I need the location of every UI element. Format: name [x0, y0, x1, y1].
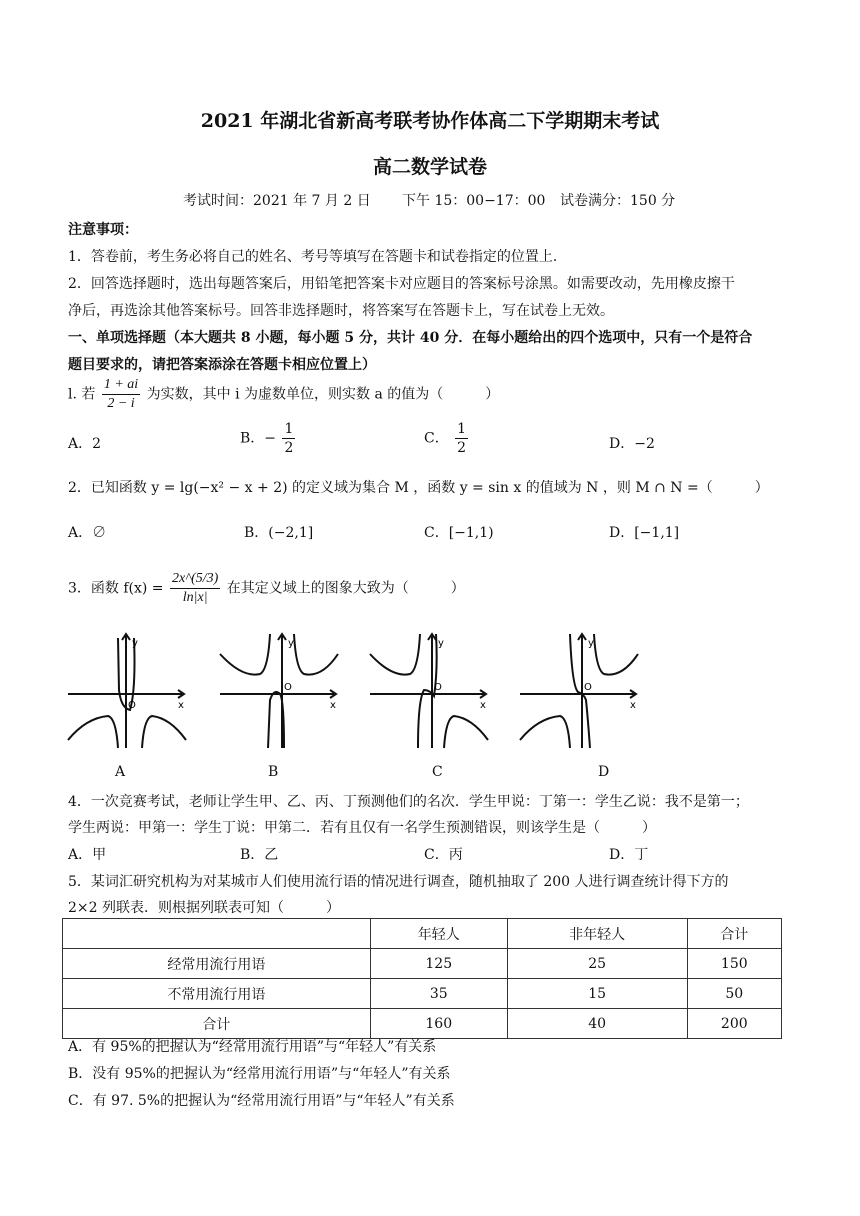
q3-b-origin: O: [284, 682, 292, 693]
q1-frac-den: 2 − i: [107, 396, 135, 411]
q3-d-origin: O: [584, 682, 592, 693]
q3-b-x-label: x: [330, 700, 336, 711]
q3-frac-den: ln|x|: [182, 590, 208, 605]
q1-b-label: B．−: [240, 430, 277, 447]
q4-option-c: C．丙: [424, 847, 463, 863]
q5-line1: 5．某词汇研究机构为对某城市人们使用流行语的情况进行调查，随机抽取了 200 人进行调查统计得下方的: [68, 874, 729, 890]
q4-line1: 4．一次竞赛考试，老师让学生甲、乙、丙、丁预测他们的名次．学生甲说：丁第一：学生乙说：我不是第一；: [68, 794, 749, 810]
table-cell: 25: [507, 949, 687, 979]
q1-suffix: 为实数，其中 i 为虚数单位，则实数 a 的值为（ ）: [146, 386, 500, 403]
table-header-cell: [63, 919, 371, 949]
q1-frac-num: 1 + ai: [102, 376, 140, 395]
q1-b-frac: [282, 420, 295, 457]
table-cell: 40: [507, 1009, 687, 1039]
q3-d-y-label: y: [588, 638, 594, 649]
q3-c-x-label: x: [480, 700, 486, 711]
q4-option-a: A．甲: [68, 847, 107, 863]
section1-line1: 一、单项选择题（本大题共 8 小题，每小题 5 分，共计 40 分．在每小题给出的四个选项中，只有一个是符合: [68, 330, 753, 346]
q2-option-b: B．(−2,1]: [244, 525, 314, 541]
table-header-cell: 非年轻人: [507, 919, 687, 949]
q4-option-b: B．乙: [240, 847, 279, 863]
exam-title: 2021 年湖北省新高考联考协作体高二下学期期末考试: [200, 110, 660, 132]
q1-option-c: [424, 420, 470, 457]
q3-label-a: A: [115, 764, 126, 780]
q3-fraction: [170, 570, 220, 607]
q1-option-a: A．2: [68, 436, 102, 452]
q1-b-den: 2: [284, 440, 294, 456]
table-cell: 160: [370, 1009, 507, 1039]
q4-line2: 学生两说：甲第一：学生丁说：甲第二．若有且仅有一名学生预测错误，则该学生是（ ）: [68, 820, 656, 836]
contingency-table: [62, 918, 782, 1039]
q5-option-b: B．没有 95%的把握认为“经常用流行用语”与“年轻人”有关系: [68, 1066, 451, 1082]
table-cell: 200: [687, 1009, 781, 1039]
q1-option-b: [240, 420, 297, 457]
q3-c-origin: O: [434, 682, 442, 693]
table-cell: 合计: [63, 1009, 371, 1039]
q1-option-d: D．−2: [609, 436, 655, 452]
q3-label-c: C: [432, 764, 443, 780]
notes-heading: 注意事项：: [68, 222, 138, 238]
note-2-line2: 净后，再选涂其他答案标号。回答非选择题时，将答案写在答题卡上，写在试卷上无效。: [68, 303, 614, 319]
q2-option-a: A．∅: [68, 525, 107, 541]
q2-option-d: D．[−1,1]: [609, 525, 680, 541]
table-cell: 15: [507, 979, 687, 1009]
q1-c-den: 2: [457, 440, 467, 456]
q3-label-b: B: [268, 764, 279, 780]
q3-label-d: D: [598, 764, 610, 780]
note-1: 1．答卷前，考生务必将自己的姓名、考号等填写在答题卡和试卷指定的位置上．: [68, 249, 567, 265]
note-2-line1: 2．回答选择题时，选出每题答案后，用铅笔把答案卡对应题目的答案标号涂黑。如需要改动，先用橡皮擦干: [68, 276, 735, 292]
exam-subtitle: 高二数学试卷: [372, 156, 487, 178]
q3-graph-b: [218, 630, 343, 750]
q3-b-y-label: y: [288, 638, 294, 649]
table-cell: 35: [370, 979, 507, 1009]
q5-option-a: A．有 95%的把握认为“经常用流行用语”与“年轻人”有关系: [68, 1039, 437, 1055]
q1-prefix: l. 若: [68, 386, 96, 403]
section1-line2: 题目要求的，请把答案添涂在答题卡相应位置上）: [68, 357, 376, 373]
q4-option-d: D．丁: [609, 847, 649, 863]
table-row: [63, 1009, 782, 1039]
q2-option-c: C．[−1,1): [424, 525, 494, 541]
q3-a-y-label: y: [132, 638, 138, 649]
exam-time: 考试时间：2021 年 7 月 2 日: [183, 193, 371, 209]
table-cell: 150: [687, 949, 781, 979]
q1-c-num: 1: [457, 421, 467, 437]
q3-c-y-label: y: [438, 638, 444, 649]
table-header-row: [63, 919, 782, 949]
question-2: 2．已知函数 y = lg(−x² − x + 2) 的定义域为集合 M ，函数 y = sin x 的值域为 N ，则 M ∩ N =（ ）: [68, 480, 769, 496]
q1-c-label: C．: [424, 430, 449, 447]
full-score: 试卷满分：150 分: [560, 193, 676, 209]
q1-c-frac: [455, 420, 468, 457]
q1-b-num: 1: [284, 421, 294, 437]
q3-d-x-label: x: [630, 700, 636, 711]
table-cell: 不常用流行用语: [63, 979, 371, 1009]
table-cell: 50: [687, 979, 781, 1009]
question-3: [68, 570, 465, 607]
table-row: [63, 979, 782, 1009]
q3-graph-d: [518, 630, 643, 750]
exam-session: 下午 15：00−17：00: [402, 193, 546, 209]
q1-fraction: [102, 376, 140, 413]
q3-graph-a: [66, 630, 191, 750]
q3-suffix: 在其定义域上的图象大致为（ ）: [226, 580, 465, 597]
q3-graph-c: [368, 630, 493, 750]
q3-frac-num: 2x^(5/3): [170, 570, 220, 589]
q3-a-x-label: x: [178, 700, 184, 711]
table-cell: 经常用流行用语: [63, 949, 371, 979]
q3-a-origin: O: [128, 700, 136, 711]
q5-line2: 2×2 列联表．则根据列联表可知（ ）: [68, 900, 340, 916]
q3-prefix: 3．函数 f(x) =: [68, 580, 164, 597]
table-cell: 125: [370, 949, 507, 979]
table-header-cell: 合计: [687, 919, 781, 949]
table-header-cell: 年轻人: [370, 919, 507, 949]
q5-option-c: C．有 97. 5%的把握认为“经常用流行用语”与“年轻人”有关系: [68, 1093, 455, 1109]
question-1: [68, 376, 499, 413]
table-row: [63, 949, 782, 979]
